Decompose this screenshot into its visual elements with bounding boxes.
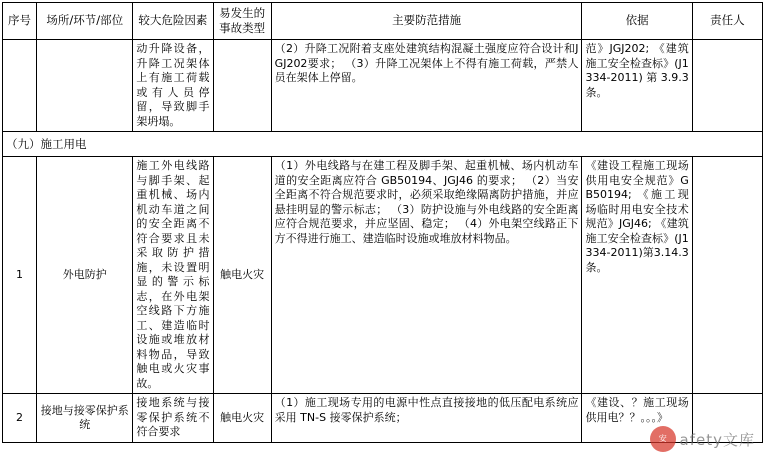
table-body (3, 40, 763, 443)
section-row (3, 132, 763, 157)
cell-accident-type: 触电火灾 (213, 157, 271, 394)
cell-accident-type (213, 40, 271, 132)
cell-seq (3, 40, 37, 132)
cell-risk: 动升降设备，升降工况架体上有施工荷载或有人员停留，导致脚手架坍塌。 (133, 40, 213, 132)
cell-basis: 《建设工程施工现场供用电安全规范》GB50194; 《施工现场临时用电安全技术规范》JGJ46; 《建筑施工安全检查标》(J1334-2011)第3.14.3条。 (582, 157, 692, 394)
cell-person (692, 157, 762, 394)
cell-measures: （2）升降工况附着支座处建筑结构混凝土强度应符合设计和JGJ202要求； （3）升降工况架体上不得有施工荷载，严禁人员在架体上停留。 (271, 40, 582, 132)
cell-seq: 2 (3, 394, 37, 443)
cell-basis: 《建设、？施工现场供用电？？。。。》 (582, 394, 692, 443)
header-place: 场所/环节/部位 (37, 3, 133, 40)
table-row (3, 394, 763, 443)
risk-control-table (2, 2, 763, 443)
section-title: （九）施工用电 (3, 132, 763, 157)
cell-seq: 1 (3, 157, 37, 394)
cell-person (692, 40, 762, 132)
watermark-text: afety文库 (679, 430, 755, 449)
table-header (3, 3, 763, 40)
cell-accident-type: 触电火灾 (213, 394, 271, 443)
cell-measures: （1）外电线路与在建工程及脚手架、起重机械、场内机动车道的安全距离应符合 GB50194、JGJ46 的要求； （2）当安全距离不符合规范要求时，必须采取绝缘隔离防护措施，并应悬挂明显的警示标志； （3）防护设施与外电线路的安全距离应符合规范要求，并应坚固、稳定； （4）外电架空线路正下方不得进行施工、建造临时设施或堆放材料物品。 (271, 157, 582, 394)
header-seq: 序号 (3, 3, 37, 40)
table-row (3, 157, 763, 394)
cell-measures: （1）施工现场专用的电源中性点直接接地的低压配电系统应采用 TN-S 接零保护系统； (271, 394, 582, 443)
table-header-row (3, 3, 763, 40)
cell-basis: 范》JGJ202; 《建筑施工安全检查标》(J1334-2011)第3.9.3条。 (582, 40, 692, 132)
cell-risk: 接地系统与接零保护系统不符合要求 (133, 394, 213, 443)
cell-risk: 施工外电线路与脚手架、起重机械、场内机动车道之间的安全距离不符合要求且未采取防护措施，未设置明显的警示标志，在外电架空线路下方施工、建造临时设施或堆放材料物品，导致触电或火灾事故。 (133, 157, 213, 394)
cell-place: 外电防护 (37, 157, 133, 394)
header-accident-type: 易发生的事故类型 (213, 3, 271, 40)
cell-person (692, 394, 762, 443)
header-person: 责任人 (692, 3, 762, 40)
cell-place (37, 40, 133, 132)
table-row (3, 40, 763, 132)
header-basis: 依据 (582, 3, 692, 40)
header-risk: 较大危险因素 (133, 3, 213, 40)
header-measures: 主要防范措施 (271, 3, 582, 40)
watermark-logo-icon: 安 (650, 426, 676, 452)
cell-place: 接地与接零保护系统 (37, 394, 133, 443)
